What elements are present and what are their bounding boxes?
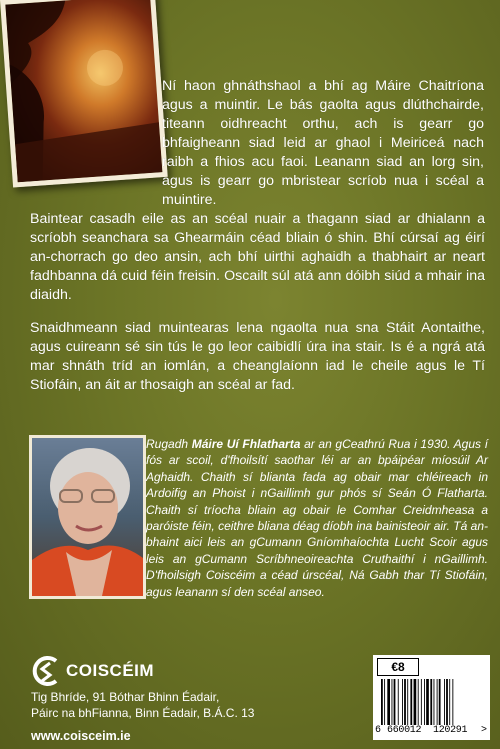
barcode-stripe [384, 679, 385, 725]
barcode-stripe [402, 679, 403, 725]
barcode-stripe [424, 679, 425, 725]
author-portrait [29, 435, 146, 599]
price-label: €8 [377, 658, 419, 676]
author-portrait-image [32, 438, 143, 596]
barcode-stripe [394, 679, 396, 725]
barcode-stripe [437, 679, 438, 725]
cover-photo-sunset-tree [0, 0, 168, 188]
barcode-stripe [407, 679, 408, 725]
ean-end-mark: > [481, 725, 487, 736]
barcode-stripe [444, 679, 445, 725]
bio-text: ar an gCeathrú Rua i 1930. Agus í fós ar scoil, d'fhoilsítí saothar léi ar an bpáipéar míosúil Ar Aghaidh. Chaith sí blianta fada ag obair mar chléireach in Ardoifig an Phoist i nGaillimh gur phós sí Seán Ó Flatharta. Chaith sí tríocha bliain ag obair le Comhar Creidmheasa a paróiste féin, ceithre bliana déag díobh ina bainisteoir air. Tá an-bhaint aici leis an gCumann Gníomhaíochta Lucht Scoir agus leis an gCumann Scríbhneoireachta Cruthaithí i nGaillimh. D'fhoilsigh Coiscéim a céad úrscéal, Ná Gabh thar Tí Stiofáin, agus leanann sí den scéal anseo. [146, 437, 488, 599]
publisher-address [31, 690, 254, 721]
barcode-stripe [446, 679, 448, 725]
barcode-stripe [452, 679, 453, 725]
tree-silhouette-image [5, 0, 162, 182]
coisceim-logo-icon [30, 655, 62, 687]
publisher-logo [30, 655, 154, 687]
barcode-stripe [430, 679, 432, 725]
barcode-stripe [404, 679, 406, 725]
author-bio [146, 436, 488, 600]
blurb-paragraph-1: Ní haon ghnáthshaol a bhí ag Máire Chaitríona agus a muintir. Le bás gaolta agus dlúthchairde, titeann oidhreacht orthu, ach is gearr go bhfaigheann siad leid ar ghaol i Meiriceá nach raibh a fhios acu faoi. Leanann siad an lorg sin, agus is gearr go mbristear scríob nua i scéal a muintire. [162, 78, 484, 208]
barcode-stripe [418, 679, 419, 725]
barcode-stripe [449, 679, 450, 725]
barcode-stripe [434, 679, 435, 725]
blurb-paragraph-2: Baintear casadh eile as an scéal nuair a thagann siad ar dhialann a scríobh seanchara sa Ghearmáin céad bliain ó shin. Bhí cúrsaí ag éirí an-chorrach go deo ansin, ach bhí uirthi aghaidh a thabhairt ar neart fadhbanna dá cuid féin freisin. Oscailt súl atá ann dóibh siúd a mhair ina diaidh. [30, 211, 485, 303]
ean-group-1: 660012 [387, 725, 422, 736]
barcode-stripe [398, 679, 399, 725]
author-name: Máire Uí Fhlatharta [191, 437, 301, 451]
address-line-1: Tig Bhríde, 91 Bóthar Bhinn Éadair, [31, 690, 220, 704]
publisher-website[interactable]: www.coisceim.ie [31, 729, 131, 743]
ean-first-digit: 6 [375, 725, 381, 736]
bio-lead: Rugadh [146, 437, 189, 451]
barcode-stripe [414, 679, 417, 725]
barcode-stripe [410, 679, 412, 725]
barcode-bars [381, 679, 481, 725]
barcode-stripe [439, 679, 441, 725]
ean-group-2: 120291 [433, 725, 468, 736]
address-line-2: Páirc na bhFianna, Binn Éadair, B.Á.C. 13 [31, 705, 255, 720]
barcode-stripe [426, 679, 429, 725]
barcode-stripe [421, 679, 422, 725]
barcode-stripe [392, 679, 393, 725]
barcode-stripe [387, 679, 390, 725]
barcode-panel [373, 655, 490, 740]
barcode-stripe [381, 679, 383, 725]
publisher-name: COISCÉIM [66, 661, 155, 680]
blurb-paragraph-3: Snaidhmeann siad muintearas lena ngaolta nua sna Stáit Aontaithe, agus cuireann sé sin tús le go leor caibidlí úra ina stair. Is é a ngrá atá mar shnáth tríd an iomlán, a cheanglaíonn iad le cheile agus le Tí Stiofáin, an áit ar thosaigh an scéal ar fad. [30, 320, 485, 393]
